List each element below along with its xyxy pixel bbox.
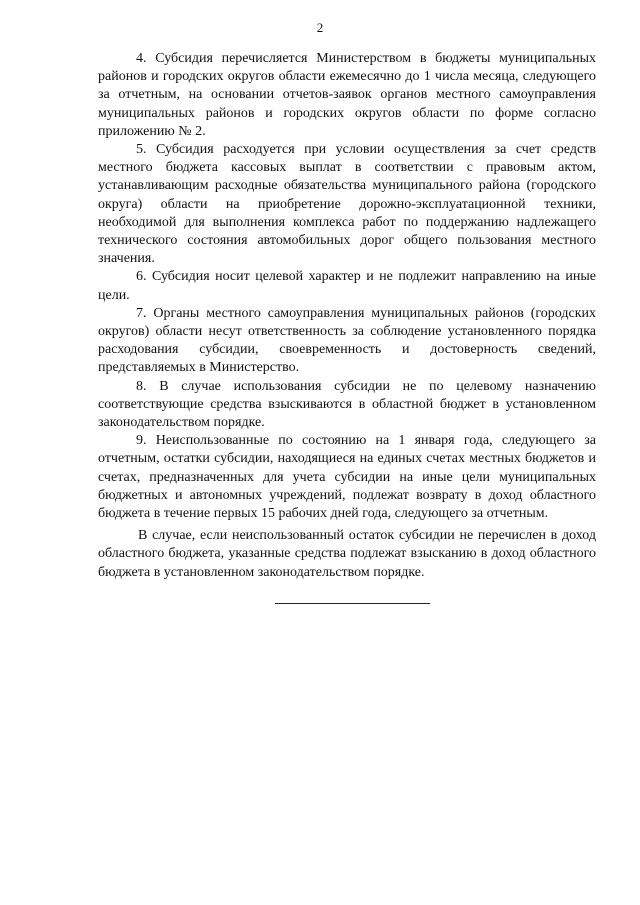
paragraph-7: 7. Органы местного самоуправления муниципальных районов (городских округов) области несут ответственность за соблюдение установленного порядка расходования субсидии, своевременность и достоверность сведений, представляемых в Министерство. [98,305,596,376]
paragraph-unreturned-balance: В случае, если неиспользованный остаток субсидии не перечислен в доход областного бюджета, указанные средства подлежат взысканию в доход областного бюджета в установленном законодательством порядке. [98,528,596,580]
paragraph-5: 5. Субсидия расходуется при условии осуществления за счет средств местного бюджета кассовых выплат в соответствии с правовым актом, устанавливающим расходные обязательства муниципального района (городского округа) области на приобретение дорожно-эксплуатационной техники, необходимой для выполнения комплекса работ по поддержанию надлежащего технического состояния автомобильных дорог общего пользования местного значения. [98,142,596,267]
end-divider-line [275,603,430,604]
paragraph-8: 8. В случае использования субсидии не по целевому назначению соответствующие средства взыскиваются в областной бюджет в установленном законодательством порядке. [98,378,596,431]
paragraph-9: 9. Неиспользованные по состоянию на 1 января года, следующего за отчетным, остатки субсидии, находящиеся на единых счетах местных бюджетов и счетах, предназначенных для учета субсидии на иные цели муниципальных бюджетных и автономных учреждений, подлежат возврату в доход областного бюджета в течение первых 15 рабочих дней года, следующего за отчетным. [98,433,596,522]
page-number: 2 [316,20,324,35]
document-body [98,50,596,582]
paragraph-6: 6. Субсидия носит целевой характер и не подлежит направлению на иные цели. [98,269,596,303]
paragraph-4: 4. Субсидия перечисляется Министерством в бюджеты муниципальных районов и городских округов области ежемесячно до 1 числа месяца, следующего за отчетным, на основании отчетов-заявок органов местного самоуправления муниципальных районов и городских округов области по форме согласно приложению № 2. [98,51,596,139]
